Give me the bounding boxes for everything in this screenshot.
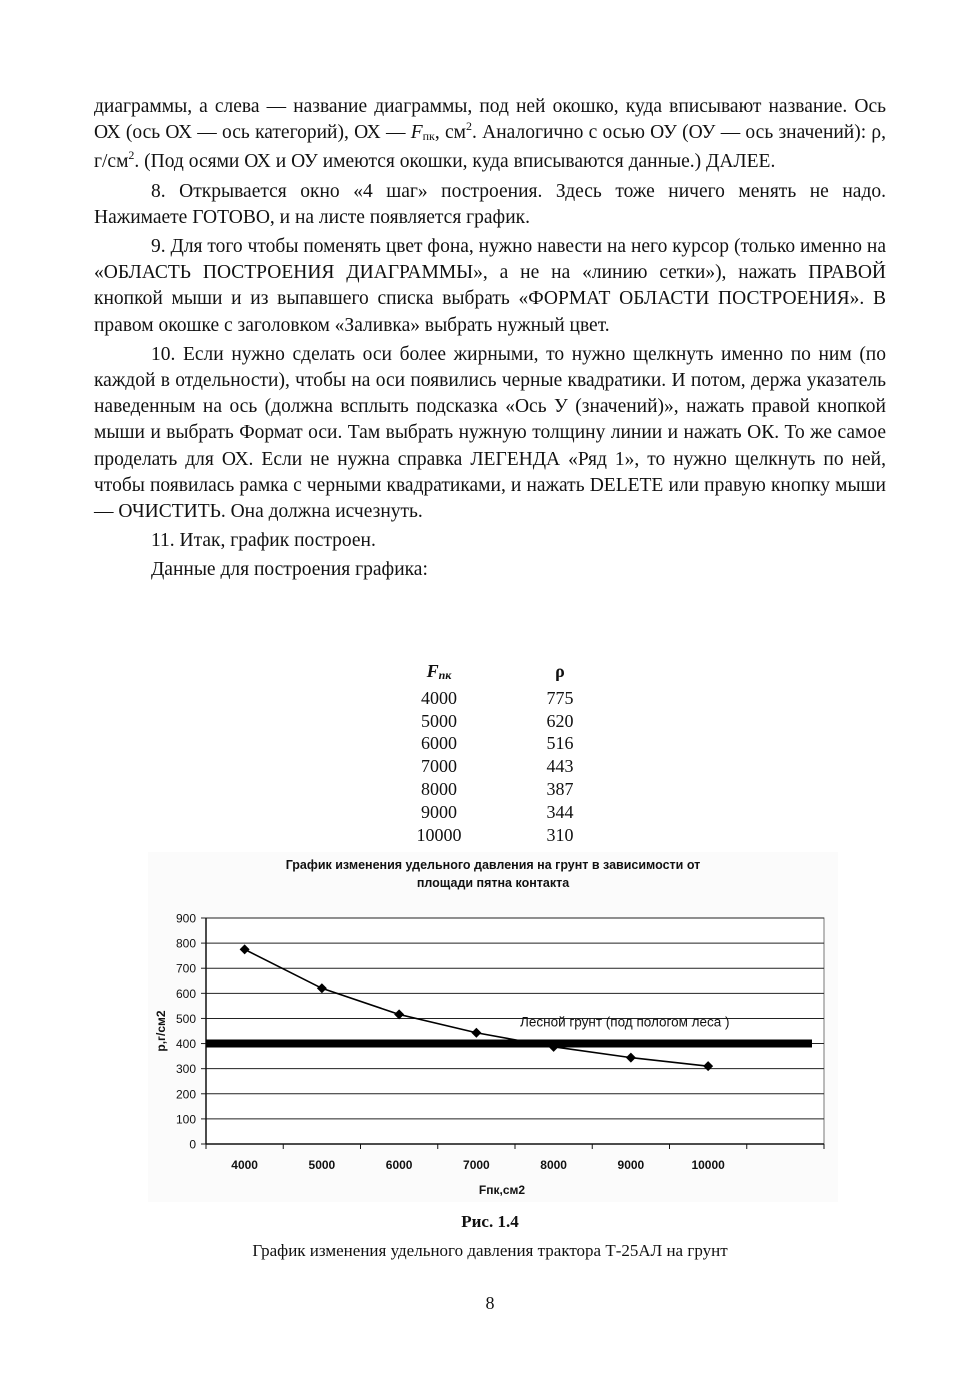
y-tick-label: 700 [175, 961, 196, 976]
table-row [400, 824, 600, 847]
cell-rho: 387 [546, 778, 574, 799]
paragraph-step-11: 11. Итак, график построен. [151, 530, 376, 552]
reference-line-label: Лесной грунт (под пологом леса ) [520, 1014, 730, 1030]
y-tick-label: 200 [175, 1087, 196, 1102]
x-tick-label: 8000 [540, 1158, 567, 1172]
paragraph-step-8: 8. Открывается окно «4 шаг» построения. Здесь тоже ничего менять не надо. Нажимаете ГОТОВО, и на листе появляется график. [94, 180, 886, 228]
header-rho: ρ [555, 661, 565, 681]
cell-fpk: 8000 [421, 778, 457, 799]
table-row [400, 732, 600, 755]
cell-rho: 620 [546, 710, 574, 731]
paragraph-1: диаграммы, а слева — название диаграммы, под ней окошко, куда вписывают название. Ось ОХ (ось ОХ — ось категорий), ОХ — $F_{пк}$, $см^2$. Аналогично с осью ОУ (ОУ — ось значений): ρ, $г/см^2$. (Под осями ОХ и ОУ имеются окошки, куда вписываются данные.) ДАЛЕЕ. [94, 96, 887, 173]
f-symbol: F [410, 122, 423, 144]
plot-area [206, 918, 824, 1144]
y-tick-label: 500 [175, 1011, 196, 1026]
cell-fpk: 6000 [421, 733, 457, 754]
x-tick-label: 6000 [385, 1158, 413, 1172]
cell-fpk: 9000 [421, 801, 457, 822]
page-body [94, 94, 886, 584]
x-tick-label: 4000 [231, 1158, 258, 1172]
pressure-chart [148, 852, 838, 1202]
x-tick-label: 9000 [617, 1158, 645, 1172]
table-row [400, 778, 600, 801]
y-axis-label: р,г/см2 [154, 1010, 168, 1052]
figure-caption: Рис. 1.4 [461, 1212, 519, 1231]
cell-fpk: 4000 [421, 687, 457, 708]
cell-fpk: 7000 [421, 756, 457, 777]
x-tick-label: 7000 [463, 1158, 490, 1172]
cell-rho: 443 [546, 756, 574, 777]
x-axis-label: Fпк,см2 [478, 1183, 526, 1197]
page-number: 8 [485, 1293, 495, 1313]
table-row [400, 687, 600, 710]
cell-rho: 344 [546, 801, 574, 822]
header-fpk: F [426, 661, 439, 681]
cell-rho: 310 [546, 824, 574, 845]
y-tick-label: 600 [175, 986, 196, 1001]
chart-title-line: График изменения удельного давления на грунт в зависимости от [285, 858, 701, 872]
paragraph-data-intro: Данные для построения графика: [151, 559, 428, 581]
x-tick-label: 10000 [691, 1158, 725, 1172]
table-row [400, 710, 600, 733]
f-subscript: пк [422, 129, 435, 144]
cell-fpk: 10000 [416, 824, 462, 845]
figure-description: График изменения удельного давления трактора Т-25АЛ на грунт [252, 1241, 728, 1260]
cell-rho: 516 [546, 733, 574, 754]
y-tick-label: 800 [175, 936, 196, 951]
chart-title-line: площади пятна контакта [416, 876, 570, 890]
y-tick-label: 100 [175, 1112, 196, 1127]
data-table [400, 660, 600, 846]
table-row [400, 801, 600, 824]
y-tick-label: 300 [175, 1062, 196, 1077]
paragraph-step-9: 9. Для того чтобы поменять цвет фона, нужно навести на него курсор (только именно на «ОБЛАСТЬ ПОСТРОЕНИЯ ДИАГРАММЫ», а не на «линию сетки»), нажать ПРАВОЙ кнопкой мыши и из выпавшего списка выбрать «ФОРМАТ ОБЛАСТИ ПОСТРОЕНИЯ». В правом окошке с заголовком «Заливка» выбрать нужный цвет. [94, 236, 886, 336]
paragraph-step-10: 10. Если нужно сделать оси более жирными, то нужно щелкнуть именно по ним (по каждой в отдельности), чтобы на оси появились черные квадратики. И потом, держа указатель наведенным на ось (должна всплыть подсказка «Ось У (значений)», нажать правой кнопкой мыши и выбрать Формат оси. Там выбрать нужную толщину линии и нажать ОК. То же самое проделать для ОХ. Если не нужна справка ЛЕГЕНДА «Ряд 1», то нужно щелкнуть по ней, чтобы появилась рамка с черными квадратиками, и нажать DELETE или правую кнопку мыши — ОЧИСТИТЬ. Она должна исчезнуть. [94, 343, 886, 523]
y-tick-label: 0 [189, 1137, 196, 1152]
table-row [400, 755, 600, 778]
table-header: $F_{пк}$ ρ [400, 660, 600, 687]
y-tick-label: 400 [175, 1037, 196, 1052]
cell-fpk: 5000 [421, 710, 457, 731]
cell-rho: 775 [546, 687, 574, 708]
y-tick-label: 900 [175, 911, 196, 926]
x-tick-label: 5000 [308, 1158, 336, 1172]
